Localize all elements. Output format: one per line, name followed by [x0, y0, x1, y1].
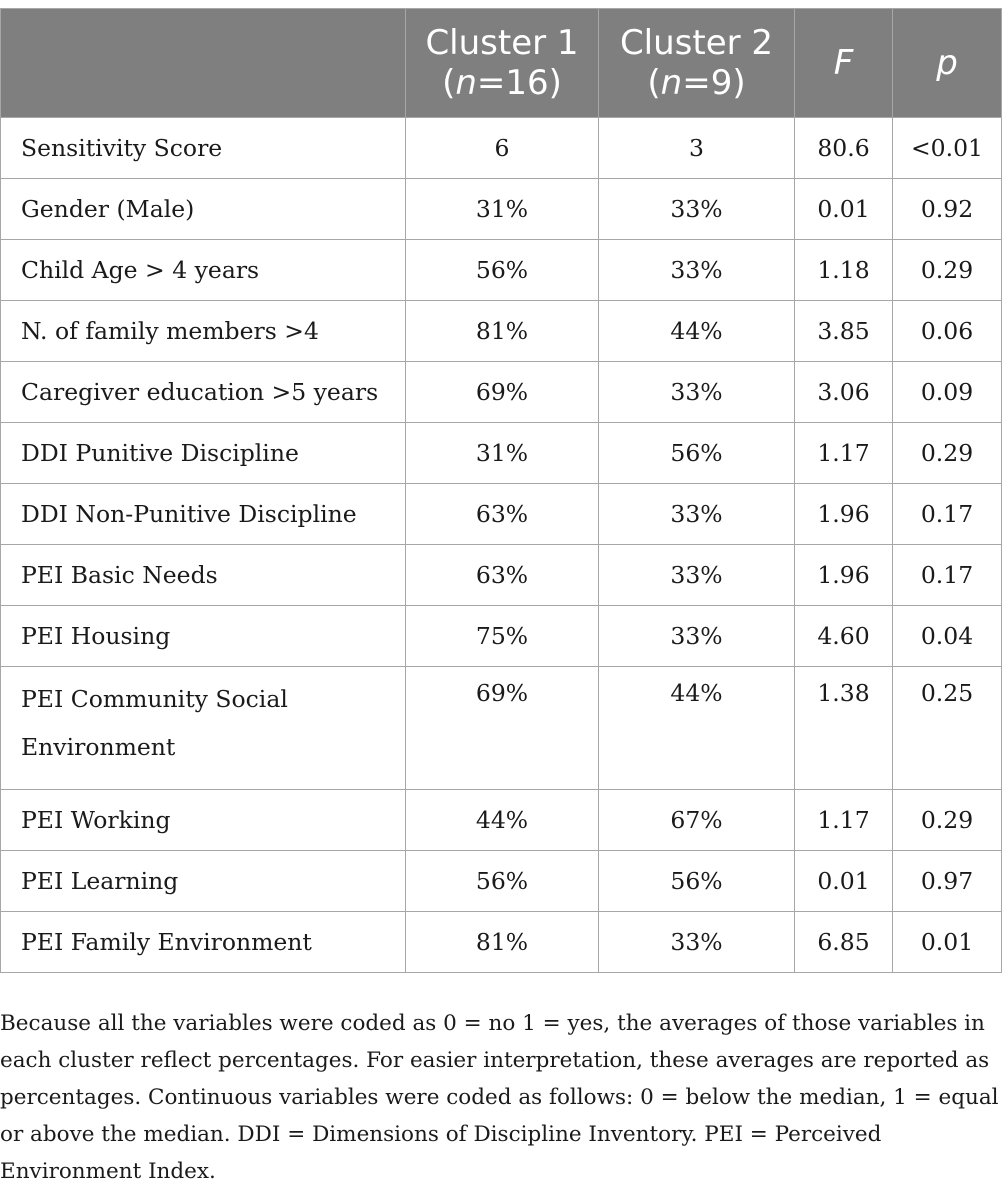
- cluster-2-value: 33%: [599, 362, 795, 423]
- f-value: 1.96: [795, 484, 893, 545]
- row-label: DDI Punitive Discipline: [1, 423, 406, 484]
- header-cluster-2-title: Cluster 2: [619, 23, 774, 63]
- cluster-1-value: 6: [406, 118, 599, 179]
- cluster-1-value: 69%: [406, 362, 599, 423]
- cluster-2-value: 44%: [599, 301, 795, 362]
- p-value: 0.29: [893, 790, 1002, 851]
- cluster-1-value: 44%: [406, 790, 599, 851]
- f-value: 80.6: [795, 118, 893, 179]
- f-value: 1.38: [795, 667, 893, 790]
- table-row: [1, 240, 1002, 301]
- cluster-2-value: 67%: [599, 790, 795, 851]
- table-body: [1, 118, 1002, 973]
- table-row: [1, 667, 1002, 790]
- row-label: PEI Working: [1, 790, 406, 851]
- p-value: 0.04: [893, 606, 1002, 667]
- f-value: 6.85: [795, 912, 893, 973]
- row-label: PEI Family Environment: [1, 912, 406, 973]
- header-row: [1, 9, 1002, 118]
- p-value: <0.01: [893, 118, 1002, 179]
- cluster-2-value: 33%: [599, 179, 795, 240]
- table-row: [1, 851, 1002, 912]
- row-label: Gender (Male): [1, 179, 406, 240]
- cluster-1-value: 75%: [406, 606, 599, 667]
- row-label: PEI Community Social Environment: [1, 667, 406, 790]
- table-row: [1, 484, 1002, 545]
- cluster-2-value: 56%: [599, 851, 795, 912]
- cluster-1-value: 81%: [406, 301, 599, 362]
- f-value: 0.01: [795, 851, 893, 912]
- header-cluster-2-n-label: n: [660, 63, 683, 103]
- p-value: 0.92: [893, 179, 1002, 240]
- cluster-2-value: 3: [599, 118, 795, 179]
- f-value: 1.17: [795, 790, 893, 851]
- cluster-2-value: 44%: [599, 667, 795, 790]
- table-row: [1, 545, 1002, 606]
- row-label: Sensitivity Score: [1, 118, 406, 179]
- cluster-1-value: 31%: [406, 423, 599, 484]
- cluster-2-value: 33%: [599, 545, 795, 606]
- f-value: 3.06: [795, 362, 893, 423]
- row-label: DDI Non-Punitive Discipline: [1, 484, 406, 545]
- p-value: 0.17: [893, 484, 1002, 545]
- p-value: 0.29: [893, 423, 1002, 484]
- header-cluster-1-title: Cluster 1: [425, 23, 579, 63]
- f-value: 1.96: [795, 545, 893, 606]
- cluster-1-value: 81%: [406, 912, 599, 973]
- cluster-2-value: 33%: [599, 240, 795, 301]
- p-value: 0.17: [893, 545, 1002, 606]
- f-value: 1.18: [795, 240, 893, 301]
- p-value: 0.06: [893, 301, 1002, 362]
- header-f-label: F: [833, 43, 854, 83]
- row-label: PEI Housing: [1, 606, 406, 667]
- f-value: 3.85: [795, 301, 893, 362]
- table-footnote: Because all the variables were coded as 0 = no 1 = yes, the averages of those variables in each cluster reflect percentages. For easier interpretation, these averages are reported as percentages. Continuous variables were coded as follows: 0 = below the median, 1 = equal or above the median. DDI = Dimensions of Discipline Inventory. PEI = Perceived Environment Index.: [0, 1011, 999, 1184]
- header-cluster-1-n-label: n: [455, 63, 477, 103]
- header-p: [893, 9, 1002, 118]
- table-row: [1, 118, 1002, 179]
- p-value: 0.97: [893, 851, 1002, 912]
- cluster-1-value: 31%: [406, 179, 599, 240]
- f-value: 4.60: [795, 606, 893, 667]
- cluster-2-value: 33%: [599, 606, 795, 667]
- cluster-2-value: 56%: [599, 423, 795, 484]
- table-row: [1, 301, 1002, 362]
- table-row: [1, 423, 1002, 484]
- header-cluster-1-n-value: =16: [476, 63, 549, 103]
- header-cluster-1: Cluster 1 (n=16): [406, 9, 599, 118]
- row-label: PEI Learning: [1, 851, 406, 912]
- header-blank-cell: [1, 9, 406, 118]
- table-row: [1, 362, 1002, 423]
- row-label: N. of family members >4: [1, 301, 406, 362]
- header-cluster-2-n-value: =9: [682, 63, 733, 103]
- cluster-1-value: 56%: [406, 851, 599, 912]
- table-row: [1, 912, 1002, 973]
- cluster-comparison-table: [0, 8, 1002, 973]
- p-value: 0.09: [893, 362, 1002, 423]
- row-label: PEI Basic Needs: [1, 545, 406, 606]
- cluster-2-value: 33%: [599, 912, 795, 973]
- cluster-1-value: 63%: [406, 484, 599, 545]
- header-p-label: p: [936, 43, 958, 83]
- cluster-1-value: 63%: [406, 545, 599, 606]
- cluster-1-value: 69%: [406, 667, 599, 790]
- p-value: 0.01: [893, 912, 1002, 973]
- f-value: 1.17: [795, 423, 893, 484]
- row-label: Caregiver education >5 years: [1, 362, 406, 423]
- cluster-2-value: 33%: [599, 484, 795, 545]
- p-value: 0.29: [893, 240, 1002, 301]
- table-row: [1, 179, 1002, 240]
- table-row: [1, 790, 1002, 851]
- table-row: [1, 606, 1002, 667]
- row-label: Child Age > 4 years: [1, 240, 406, 301]
- header-cluster-2: Cluster 2 (n=9): [599, 9, 795, 118]
- p-value: 0.25: [893, 667, 1002, 790]
- cluster-1-value: 56%: [406, 240, 599, 301]
- f-value: 0.01: [795, 179, 893, 240]
- header-f: [795, 9, 893, 118]
